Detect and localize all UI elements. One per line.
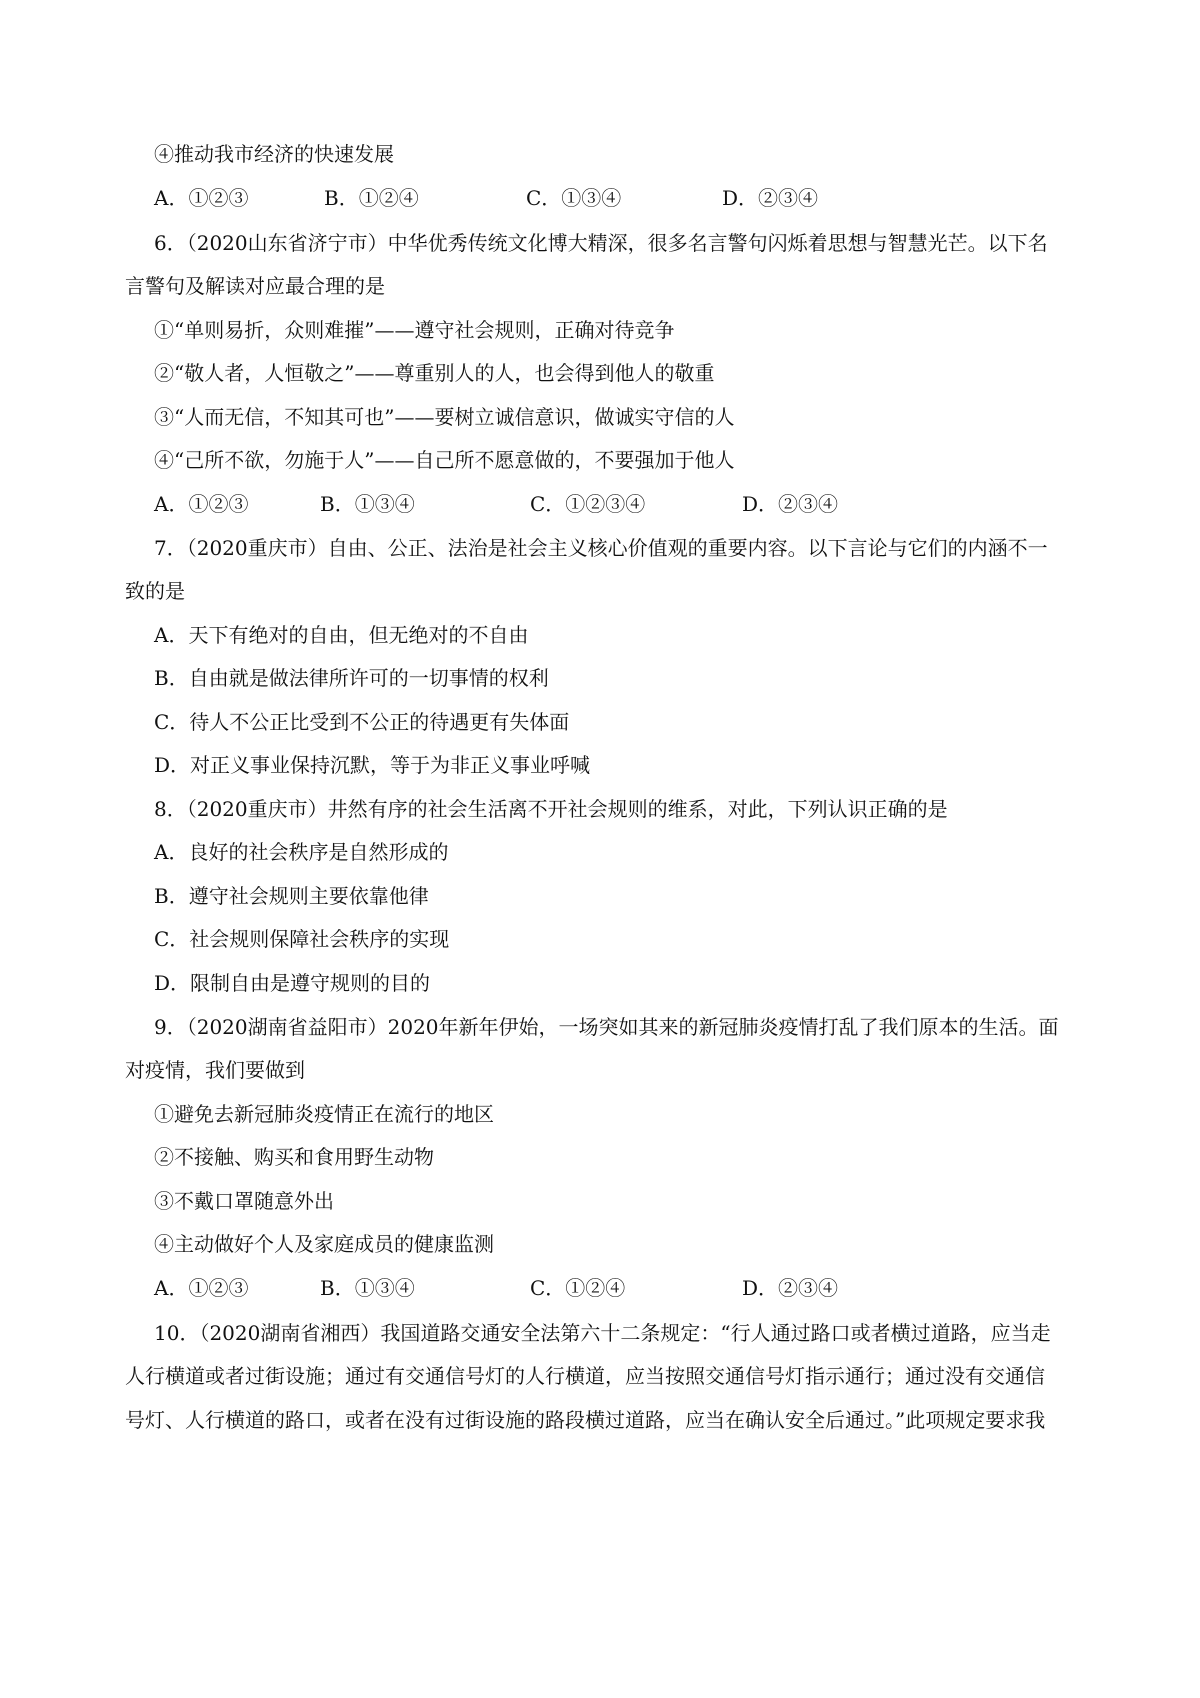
- q5-options: [154, 185, 1054, 211]
- q6-options: [154, 491, 1054, 517]
- q5-option-b: B．①②④: [324, 186, 419, 210]
- q6-option-b: B．①③④: [320, 492, 415, 516]
- q7-stem-line-2: 致的是: [125, 579, 185, 603]
- q8-option-a: A．良好的社会秩序是自然形成的: [154, 840, 449, 864]
- q9-option-c: C．①②④: [530, 1276, 626, 1300]
- q6-item-4: ④“己所不欲，勿施于人”——自己所不愿意做的，不要强加于他人: [154, 448, 735, 472]
- q6-option-a: A．①②③: [154, 492, 249, 516]
- q6-option-c: C．①②③④: [530, 492, 646, 516]
- q7-stem-line-1: 7．（2020重庆市）自由、公正、法治是社会主义核心价值观的重要内容。以下言论与它们的内涵不一: [154, 536, 1048, 560]
- q9-option-d: D．②③④: [742, 1276, 839, 1300]
- q5-option-d: D．②③④: [722, 186, 819, 210]
- q5-option-a: A．①②③: [154, 186, 249, 210]
- q10-stem-line-3: 号灯、人行横道的路口，或者在没有过街设施的路段横过道路，应当在确认安全后通过。”此项规定要求我: [125, 1408, 1046, 1432]
- q10-stem-line-2: 人行横道或者过街设施；通过有交通信号灯的人行横道，应当按照交通信号灯指示通行；通过没有交通信: [125, 1364, 1045, 1388]
- q8-stem: 8．（2020重庆市）井然有序的社会生活离不开社会规则的维系，对此，下列认识正确的是: [154, 797, 948, 821]
- q6-item-2: ②“敬人者，人恒敬之”——尊重别人的人，也会得到他人的敬重: [154, 361, 715, 385]
- q9-item-1: ①避免去新冠肺炎疫情正在流行的地区: [154, 1102, 494, 1126]
- q9-options: [154, 1275, 1054, 1301]
- q5-item-4: ④推动我市经济的快速发展: [154, 142, 394, 166]
- q7-option-a: A．天下有绝对的自由，但无绝对的不自由: [154, 623, 529, 647]
- q7-option-b: B．自由就是做法律所许可的一切事情的权利: [154, 666, 549, 690]
- q9-stem-line-1: 9．（2020湖南省益阳市）2020年新年伊始，一场突如其来的新冠肺炎疫情打乱了我们原本的生活。面: [154, 1015, 1059, 1039]
- q9-item-3: ③不戴口罩随意外出: [154, 1189, 334, 1213]
- q8-option-b: B．遵守社会规则主要依靠他律: [154, 884, 429, 908]
- q10-stem-line-1: 10．（2020湖南省湘西）我国道路交通安全法第六十二条规定：“行人通过路口或者横过道路，应当走: [154, 1321, 1051, 1345]
- q7-option-c: C．待人不公正比受到不公正的待遇更有失体面: [154, 710, 570, 734]
- q9-item-4: ④主动做好个人及家庭成员的健康监测: [154, 1232, 494, 1256]
- q9-option-a: A．①②③: [154, 1276, 249, 1300]
- q8-option-c: C．社会规则保障社会秩序的实现: [154, 927, 450, 951]
- q9-item-2: ②不接触、购买和食用野生动物: [154, 1145, 434, 1169]
- q6-stem-line-1: 6．（2020山东省济宁市）中华优秀传统文化博大精深，很多名言警句闪烁着思想与智慧光芒。以下名: [154, 231, 1048, 255]
- q6-item-3: ③“人而无信，不知其可也”——要树立诚信意识，做诚实守信的人: [154, 405, 735, 429]
- q5-option-c: C．①③④: [526, 186, 622, 210]
- q8-option-d: D．限制自由是遵守规则的目的: [154, 971, 431, 995]
- q6-stem-line-2: 言警句及解读对应最合理的是: [125, 274, 385, 298]
- q6-option-d: D．②③④: [742, 492, 839, 516]
- q6-item-1: ①“单则易折，众则难摧”——遵守社会规则，正确对待竞争: [154, 318, 675, 342]
- q7-option-d: D．对正义事业保持沉默，等于为非正义事业呼喊: [154, 753, 591, 777]
- q9-stem-line-2: 对疫情，我们要做到: [125, 1058, 305, 1082]
- q9-option-b: B．①③④: [320, 1276, 415, 1300]
